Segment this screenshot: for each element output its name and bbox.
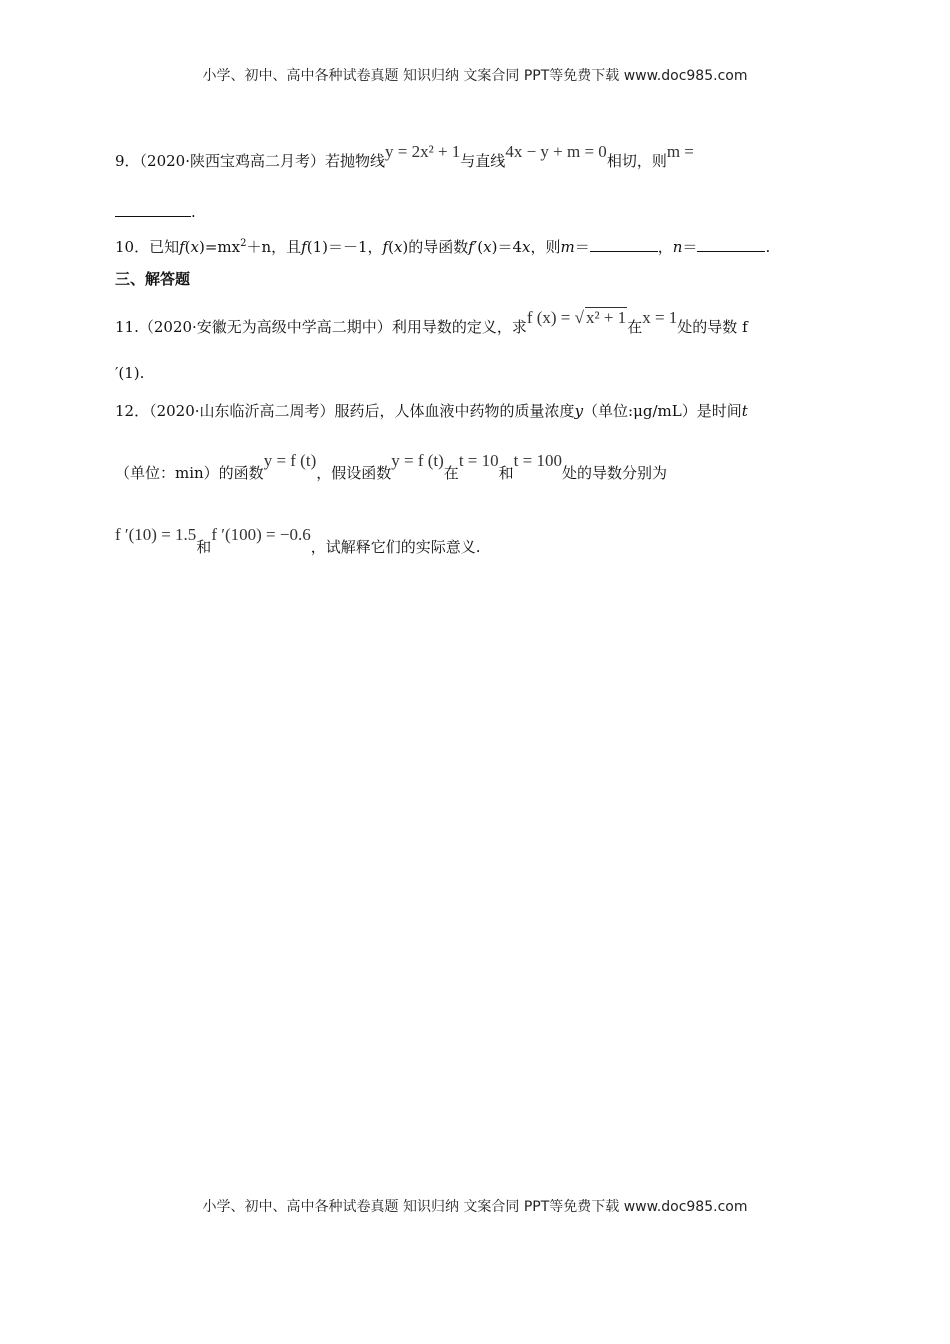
q12-equation: t = 100 bbox=[513, 451, 562, 470]
q12-text: ，假设函数 bbox=[316, 464, 392, 482]
q12-derivative-10: f ′(10) = 1.5 bbox=[115, 525, 197, 544]
q12-text: 处的导数分别为 bbox=[561, 464, 667, 482]
q12-line-3 bbox=[115, 525, 481, 557]
q12-y: y bbox=[574, 402, 584, 420]
question-11 bbox=[115, 308, 748, 337]
q9-answer-line bbox=[115, 202, 196, 221]
q12-equation: y = f (t) bbox=[263, 451, 317, 470]
q10-x: x bbox=[522, 238, 531, 256]
q10-sup: 2 bbox=[240, 238, 247, 249]
q11-line-2 bbox=[115, 364, 144, 382]
q12-text: （单位：min）的函数 bbox=[115, 464, 264, 482]
q12-text: 和 bbox=[196, 538, 212, 556]
section-heading: 三、解答题 bbox=[115, 270, 191, 288]
q11-point-equation: x = 1 bbox=[642, 308, 678, 327]
q10-eq: ＋n，且 bbox=[246, 238, 302, 256]
header-banner: 小学、初中、高中各种试卷真题 知识归纳 文案合同 PPT等免费下载 www.doc985.com bbox=[202, 68, 748, 84]
q9-source: （2020·陕西宝鸡高二月考） bbox=[139, 152, 325, 170]
q10-eq: ＝ bbox=[574, 238, 590, 256]
question-9 bbox=[115, 142, 694, 171]
q10-eq: )＝4 bbox=[491, 238, 522, 256]
q9-answer-blank[interactable] bbox=[115, 202, 191, 217]
q11-text: 利用导数的定义，求 bbox=[391, 318, 527, 336]
q11-function-equation: f (x) = √ x² + 1 bbox=[526, 308, 627, 327]
q10-eq: =mx bbox=[204, 238, 241, 256]
q11-text: 在 bbox=[627, 318, 643, 336]
q9-number: 9． bbox=[115, 152, 140, 170]
q10-arg: (1) bbox=[306, 238, 328, 256]
footer-banner: 小学、初中、高中各种试卷真题 知识归纳 文案合同 PPT等免费下载 www.doc985.com bbox=[202, 1199, 748, 1215]
q10-f: f bbox=[179, 238, 185, 256]
question-10: 10．已知$f(x)=mx^2+n$，且f(1)＝－1，f(x)的导函数f′(x)＝4x，则m＝ ，n＝ . bbox=[115, 238, 771, 256]
q10-x: x bbox=[393, 238, 403, 256]
q10-sep: ， bbox=[657, 238, 673, 256]
q12-derivative-100: f ′(100) = −0.6 bbox=[211, 525, 311, 544]
q9-end: . bbox=[191, 203, 196, 221]
q10-end: . bbox=[765, 238, 771, 256]
q9-m-equals: m = bbox=[666, 142, 694, 161]
q10-text: 的导函数 bbox=[408, 238, 469, 256]
q9-parabola-equation: y = 2x² + 1 bbox=[385, 142, 461, 161]
q11-radicand: x² + 1 bbox=[586, 308, 627, 327]
question-12 bbox=[115, 400, 748, 421]
q12-text: 和 bbox=[498, 464, 514, 482]
q11-text: 处的导数 f bbox=[677, 318, 748, 336]
q10-m: m bbox=[560, 238, 575, 256]
q12-text: （单位:μg/mL）是时间 bbox=[583, 402, 742, 420]
q9-text: 与直线 bbox=[460, 152, 506, 170]
q12-equation: y = f (t) bbox=[391, 451, 444, 470]
q10-f: f bbox=[468, 238, 474, 256]
q10-n-blank[interactable] bbox=[697, 237, 765, 252]
q12-line-2 bbox=[115, 451, 667, 483]
q11-function-lhs: f (x) = bbox=[526, 308, 571, 327]
q10-x: x bbox=[483, 238, 492, 256]
q10-f: f bbox=[382, 238, 389, 256]
q10-eq: ＝ bbox=[682, 238, 698, 256]
q10-text: ，则 bbox=[530, 238, 561, 256]
q9-line-equation: 4x − y + m = 0 bbox=[505, 142, 607, 161]
q12-equation: t = 10 bbox=[458, 451, 499, 470]
q9-text: 相切，则 bbox=[606, 152, 667, 170]
q12-t: t bbox=[741, 402, 748, 420]
q12-number: 12． bbox=[115, 402, 150, 420]
q10-text: 已知 bbox=[149, 238, 180, 256]
q10-f: f bbox=[301, 238, 307, 256]
q11-source: （2020·安徽无为高级中学高二期中） bbox=[138, 318, 392, 336]
q12-text: 服药后，人体血液中药物的质量浓度 bbox=[334, 402, 575, 420]
q10-m-blank[interactable] bbox=[590, 237, 658, 252]
q10-number: 10． bbox=[115, 238, 150, 256]
q11-text: ′(1). bbox=[115, 364, 145, 382]
q12-text: ，试解释它们的实际意义. bbox=[310, 538, 481, 556]
q11-number: 11. bbox=[115, 318, 139, 336]
q9-text: 若抛物线 bbox=[325, 152, 386, 170]
q10-x: x bbox=[190, 238, 199, 256]
q10-eq: ′( bbox=[473, 238, 484, 256]
q10-n: n bbox=[672, 238, 683, 256]
q12-text: 在 bbox=[443, 464, 459, 482]
q12-source: （2020·山东临沂高二周考） bbox=[149, 402, 335, 420]
q10-eq: ＝－1， bbox=[327, 238, 383, 256]
